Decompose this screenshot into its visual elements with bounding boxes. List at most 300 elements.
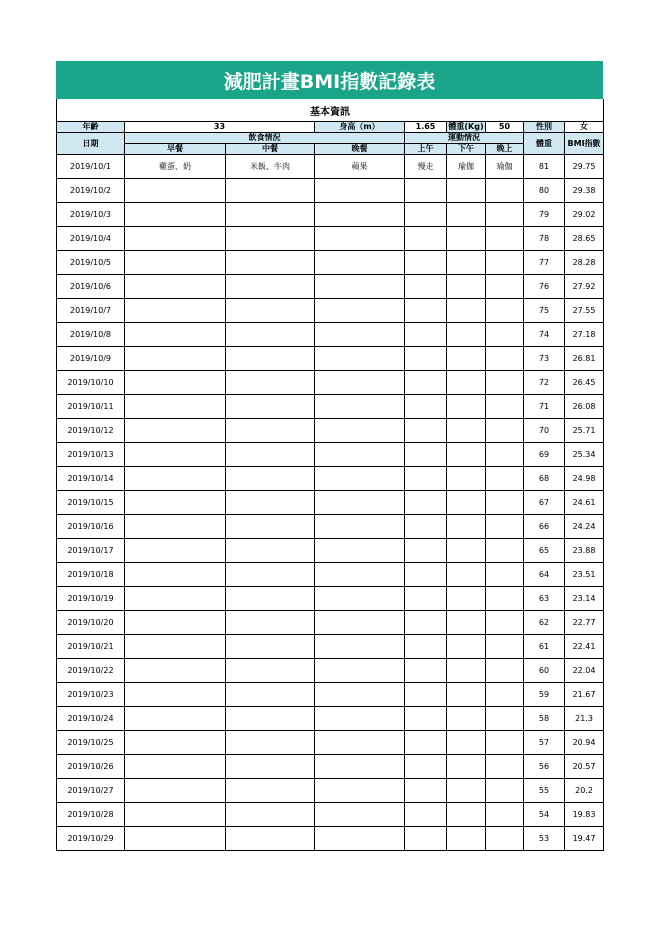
morning-cell[interactable] <box>405 371 447 395</box>
weight-cell[interactable]: 73 <box>524 347 565 371</box>
dinner-cell[interactable] <box>315 659 405 683</box>
breakfast-cell[interactable] <box>125 179 226 203</box>
sheet-title: 減肥計畫BMI指數記錄表 <box>56 61 603 99</box>
afternoon-cell[interactable] <box>447 275 486 299</box>
afternoon-cell[interactable] <box>447 203 486 227</box>
evening-header: 晚上 <box>486 144 524 155</box>
evening-cell[interactable] <box>486 179 524 203</box>
breakfast-cell[interactable] <box>125 395 226 419</box>
bmi-cell[interactable]: 27.18 <box>565 323 604 347</box>
bmi-cell[interactable]: 25.71 <box>565 419 604 443</box>
breakfast-cell[interactable] <box>125 755 226 779</box>
table-row <box>57 779 604 803</box>
bmi-cell[interactable]: 21.67 <box>565 683 604 707</box>
dinner-cell[interactable] <box>315 779 405 803</box>
date-cell[interactable]: 2019/10/15 <box>57 491 125 515</box>
weight-cell[interactable]: 70 <box>524 419 565 443</box>
morning-cell[interactable] <box>405 587 447 611</box>
afternoon-cell[interactable] <box>447 515 486 539</box>
bmi-cell[interactable]: 29.75 <box>565 155 604 179</box>
weight-cell[interactable]: 69 <box>524 443 565 467</box>
breakfast-cell[interactable] <box>125 275 226 299</box>
weight-cell[interactable]: 54 <box>524 803 565 827</box>
morning-header: 上午 <box>405 144 447 155</box>
morning-cell[interactable] <box>405 203 447 227</box>
afternoon-cell[interactable] <box>447 563 486 587</box>
bmi-cell[interactable]: 29.38 <box>565 179 604 203</box>
dinner-cell[interactable] <box>315 587 405 611</box>
afternoon-cell[interactable] <box>447 299 486 323</box>
dinner-cell[interactable] <box>315 731 405 755</box>
afternoon-cell[interactable] <box>447 179 486 203</box>
lunch-cell[interactable]: 米飯、牛肉 <box>226 155 315 179</box>
dinner-cell[interactable] <box>315 323 405 347</box>
date-cell[interactable]: 2019/10/12 <box>57 419 125 443</box>
date-cell[interactable]: 2019/10/16 <box>57 515 125 539</box>
weight-cell[interactable]: 76 <box>524 275 565 299</box>
dinner-cell[interactable] <box>315 299 405 323</box>
afternoon-cell[interactable] <box>447 635 486 659</box>
age-label: 年齡 <box>57 122 125 133</box>
weight-cell[interactable]: 68 <box>524 467 565 491</box>
bmi-cell[interactable]: 22.04 <box>565 659 604 683</box>
evening-cell[interactable] <box>486 443 524 467</box>
date-cell[interactable]: 2019/10/25 <box>57 731 125 755</box>
breakfast-cell[interactable] <box>125 731 226 755</box>
date-cell[interactable]: 2019/10/4 <box>57 227 125 251</box>
evening-cell[interactable] <box>486 779 524 803</box>
afternoon-cell[interactable] <box>447 611 486 635</box>
afternoon-cell[interactable] <box>447 539 486 563</box>
afternoon-cell[interactable] <box>447 467 486 491</box>
breakfast-cell[interactable] <box>125 491 226 515</box>
bmi-cell[interactable]: 23.51 <box>565 563 604 587</box>
breakfast-cell[interactable] <box>125 611 226 635</box>
breakfast-cell[interactable] <box>125 515 226 539</box>
bmi-cell[interactable]: 19.83 <box>565 803 604 827</box>
evening-cell[interactable] <box>486 563 524 587</box>
age-value[interactable]: 33 <box>125 122 315 133</box>
date-cell[interactable]: 2019/10/17 <box>57 539 125 563</box>
evening-cell[interactable] <box>486 299 524 323</box>
morning-cell[interactable]: 慢走 <box>405 155 447 179</box>
evening-cell[interactable] <box>486 347 524 371</box>
evening-cell[interactable] <box>486 275 524 299</box>
dinner-cell[interactable] <box>315 563 405 587</box>
date-cell[interactable]: 2019/10/24 <box>57 707 125 731</box>
evening-cell[interactable] <box>486 731 524 755</box>
bmi-cell[interactable]: 25.34 <box>565 443 604 467</box>
weight-cell[interactable]: 56 <box>524 755 565 779</box>
date-cell[interactable]: 2019/10/27 <box>57 779 125 803</box>
lunch-cell[interactable] <box>226 491 315 515</box>
evening-cell[interactable] <box>486 515 524 539</box>
morning-cell[interactable] <box>405 179 447 203</box>
lunch-cell[interactable] <box>226 395 315 419</box>
lunch-cell[interactable] <box>226 275 315 299</box>
lunch-cell[interactable] <box>226 203 315 227</box>
morning-cell[interactable] <box>405 467 447 491</box>
morning-cell[interactable] <box>405 779 447 803</box>
diet-header: 飲食情況 <box>125 133 405 144</box>
afternoon-cell[interactable] <box>447 587 486 611</box>
afternoon-cell[interactable] <box>447 683 486 707</box>
dinner-cell[interactable] <box>315 467 405 491</box>
breakfast-cell[interactable]: 雞蛋、奶 <box>125 155 226 179</box>
dinner-cell[interactable] <box>315 419 405 443</box>
breakfast-cell[interactable] <box>125 539 226 563</box>
breakfast-cell[interactable] <box>125 635 226 659</box>
evening-cell[interactable] <box>486 827 524 851</box>
afternoon-cell[interactable] <box>447 707 486 731</box>
morning-cell[interactable] <box>405 443 447 467</box>
afternoon-cell[interactable] <box>447 803 486 827</box>
breakfast-cell[interactable] <box>125 443 226 467</box>
evening-cell[interactable] <box>486 659 524 683</box>
bmi-cell[interactable]: 27.55 <box>565 299 604 323</box>
weight-cell[interactable]: 71 <box>524 395 565 419</box>
table-row <box>57 467 604 491</box>
table-row <box>57 611 604 635</box>
date-cell[interactable]: 2019/10/10 <box>57 371 125 395</box>
lunch-cell[interactable] <box>226 731 315 755</box>
date-cell[interactable]: 2019/10/9 <box>57 347 125 371</box>
weight-value[interactable]: 50 <box>486 122 524 133</box>
dinner-cell[interactable] <box>315 275 405 299</box>
breakfast-cell[interactable] <box>125 251 226 275</box>
evening-cell[interactable] <box>486 419 524 443</box>
date-cell[interactable]: 2019/10/14 <box>57 467 125 491</box>
bmi-cell[interactable]: 26.81 <box>565 347 604 371</box>
afternoon-cell[interactable] <box>447 827 486 851</box>
weight-cell[interactable]: 80 <box>524 179 565 203</box>
weight-cell[interactable]: 59 <box>524 683 565 707</box>
evening-cell[interactable] <box>486 539 524 563</box>
date-cell[interactable]: 2019/10/3 <box>57 203 125 227</box>
lunch-cell[interactable] <box>226 635 315 659</box>
breakfast-cell[interactable] <box>125 683 226 707</box>
dinner-cell[interactable] <box>315 635 405 659</box>
weight-cell[interactable]: 78 <box>524 227 565 251</box>
evening-cell[interactable] <box>486 467 524 491</box>
date-cell[interactable]: 2019/10/5 <box>57 251 125 275</box>
bmi-cell[interactable]: 21.3 <box>565 707 604 731</box>
exercise-header: 運動情況 <box>405 133 524 144</box>
table-row <box>57 587 604 611</box>
bmi-cell[interactable]: 26.45 <box>565 371 604 395</box>
breakfast-cell[interactable] <box>125 371 226 395</box>
evening-cell[interactable] <box>486 803 524 827</box>
dinner-cell[interactable] <box>315 395 405 419</box>
evening-cell[interactable] <box>486 203 524 227</box>
date-cell[interactable]: 2019/10/2 <box>57 179 125 203</box>
dinner-cell[interactable] <box>315 539 405 563</box>
morning-cell[interactable] <box>405 755 447 779</box>
afternoon-cell[interactable] <box>447 371 486 395</box>
breakfast-cell[interactable] <box>125 467 226 491</box>
weight-cell[interactable]: 77 <box>524 251 565 275</box>
bmi-cell[interactable]: 24.98 <box>565 467 604 491</box>
morning-cell[interactable] <box>405 323 447 347</box>
date-cell[interactable]: 2019/10/26 <box>57 755 125 779</box>
gender-label: 性別 <box>524 122 565 133</box>
dinner-cell[interactable] <box>315 227 405 251</box>
afternoon-cell[interactable] <box>447 323 486 347</box>
morning-cell[interactable] <box>405 347 447 371</box>
weight-header: 體重 <box>524 133 565 155</box>
lunch-cell[interactable] <box>226 707 315 731</box>
date-cell[interactable]: 2019/10/11 <box>57 395 125 419</box>
breakfast-cell[interactable] <box>125 707 226 731</box>
bmi-cell[interactable]: 29.02 <box>565 203 604 227</box>
morning-cell[interactable] <box>405 683 447 707</box>
weight-cell[interactable]: 72 <box>524 371 565 395</box>
breakfast-cell[interactable] <box>125 803 226 827</box>
evening-cell[interactable] <box>486 635 524 659</box>
morning-cell[interactable] <box>405 635 447 659</box>
weight-cell[interactable]: 60 <box>524 659 565 683</box>
weight-cell[interactable]: 74 <box>524 323 565 347</box>
table-row <box>57 539 604 563</box>
table-row <box>57 299 604 323</box>
lunch-cell[interactable] <box>226 587 315 611</box>
table-row <box>57 683 604 707</box>
breakfast-cell[interactable] <box>125 299 226 323</box>
weight-cell[interactable]: 66 <box>524 515 565 539</box>
lunch-cell[interactable] <box>226 779 315 803</box>
dinner-cell[interactable] <box>315 515 405 539</box>
bmi-cell[interactable]: 23.14 <box>565 587 604 611</box>
weight-cell[interactable]: 64 <box>524 563 565 587</box>
afternoon-cell[interactable] <box>447 755 486 779</box>
lunch-cell[interactable] <box>226 539 315 563</box>
table-row <box>57 563 604 587</box>
evening-cell[interactable] <box>486 611 524 635</box>
date-cell[interactable]: 2019/10/21 <box>57 635 125 659</box>
dinner-cell[interactable] <box>315 827 405 851</box>
afternoon-cell[interactable] <box>447 251 486 275</box>
lunch-cell[interactable] <box>226 563 315 587</box>
date-cell[interactable]: 2019/10/6 <box>57 275 125 299</box>
table-row <box>57 707 604 731</box>
afternoon-cell[interactable] <box>447 659 486 683</box>
bmi-cell[interactable]: 19.47 <box>565 827 604 851</box>
date-cell[interactable]: 2019/10/28 <box>57 803 125 827</box>
lunch-cell[interactable] <box>226 323 315 347</box>
evening-cell[interactable] <box>486 491 524 515</box>
table-row <box>57 323 604 347</box>
morning-cell[interactable] <box>405 539 447 563</box>
morning-cell[interactable] <box>405 563 447 587</box>
dinner-header: 晚餐 <box>315 144 405 155</box>
bmi-cell[interactable]: 24.24 <box>565 515 604 539</box>
breakfast-cell[interactable] <box>125 323 226 347</box>
morning-cell[interactable] <box>405 707 447 731</box>
breakfast-cell[interactable] <box>125 587 226 611</box>
bmi-cell[interactable]: 20.94 <box>565 731 604 755</box>
dinner-cell[interactable] <box>315 755 405 779</box>
date-cell[interactable]: 2019/10/18 <box>57 563 125 587</box>
bmi-cell[interactable]: 22.77 <box>565 611 604 635</box>
breakfast-header: 早餐 <box>125 144 226 155</box>
date-header: 日期 <box>57 133 125 155</box>
weight-cell[interactable]: 75 <box>524 299 565 323</box>
bmi-cell[interactable]: 20.57 <box>565 755 604 779</box>
weight-cell[interactable]: 81 <box>524 155 565 179</box>
lunch-cell[interactable] <box>226 803 315 827</box>
table-row <box>57 755 604 779</box>
morning-cell[interactable] <box>405 299 447 323</box>
bmi-cell[interactable]: 27.92 <box>565 275 604 299</box>
bmi-cell[interactable]: 20.2 <box>565 779 604 803</box>
bmi-header: BMI指數 <box>565 133 604 155</box>
dinner-cell[interactable] <box>315 251 405 275</box>
lunch-cell[interactable] <box>226 179 315 203</box>
evening-cell[interactable]: 瑜伽 <box>486 155 524 179</box>
lunch-cell[interactable] <box>226 659 315 683</box>
weight-cell[interactable]: 65 <box>524 539 565 563</box>
dinner-cell[interactable] <box>315 683 405 707</box>
morning-cell[interactable] <box>405 491 447 515</box>
afternoon-cell[interactable] <box>447 395 486 419</box>
afternoon-cell[interactable] <box>447 227 486 251</box>
evening-cell[interactable] <box>486 371 524 395</box>
bmi-cell[interactable]: 24.61 <box>565 491 604 515</box>
weight-cell[interactable]: 55 <box>524 779 565 803</box>
lunch-cell[interactable] <box>226 827 315 851</box>
evening-cell[interactable] <box>486 227 524 251</box>
breakfast-cell[interactable] <box>125 659 226 683</box>
weight-cell[interactable]: 67 <box>524 491 565 515</box>
morning-cell[interactable] <box>405 515 447 539</box>
breakfast-cell[interactable] <box>125 419 226 443</box>
bmi-cell[interactable]: 28.28 <box>565 251 604 275</box>
date-cell[interactable]: 2019/10/1 <box>57 155 125 179</box>
breakfast-cell[interactable] <box>125 203 226 227</box>
dinner-cell[interactable] <box>315 707 405 731</box>
table-row <box>57 227 604 251</box>
bmi-cell[interactable]: 23.88 <box>565 539 604 563</box>
dinner-cell[interactable] <box>315 491 405 515</box>
dinner-cell[interactable]: 蘋果 <box>315 155 405 179</box>
breakfast-cell[interactable] <box>125 827 226 851</box>
date-cell[interactable]: 2019/10/20 <box>57 611 125 635</box>
date-cell[interactable]: 2019/10/29 <box>57 827 125 851</box>
dinner-cell[interactable] <box>315 179 405 203</box>
dinner-cell[interactable] <box>315 803 405 827</box>
lunch-header: 中餐 <box>226 144 315 155</box>
morning-cell[interactable] <box>405 419 447 443</box>
height-label: 身高（m） <box>315 122 405 133</box>
morning-cell[interactable] <box>405 251 447 275</box>
table-row <box>57 371 604 395</box>
weight-cell[interactable]: 57 <box>524 731 565 755</box>
gender-value[interactable]: 女 <box>565 122 604 133</box>
table-row <box>57 203 604 227</box>
weight-cell[interactable]: 61 <box>524 635 565 659</box>
afternoon-header: 下午 <box>447 144 486 155</box>
dinner-cell[interactable] <box>315 203 405 227</box>
dinner-cell[interactable] <box>315 371 405 395</box>
dinner-cell[interactable] <box>315 611 405 635</box>
bmi-cell[interactable]: 26.08 <box>565 395 604 419</box>
date-cell[interactable]: 2019/10/13 <box>57 443 125 467</box>
bmi-cell[interactable]: 28.65 <box>565 227 604 251</box>
weight-cell[interactable]: 79 <box>524 203 565 227</box>
date-cell[interactable]: 2019/10/22 <box>57 659 125 683</box>
lunch-cell[interactable] <box>226 467 315 491</box>
evening-cell[interactable] <box>486 251 524 275</box>
table-row <box>57 419 604 443</box>
table-row <box>57 395 604 419</box>
lunch-cell[interactable] <box>226 227 315 251</box>
date-cell[interactable]: 2019/10/7 <box>57 299 125 323</box>
lunch-cell[interactable] <box>226 515 315 539</box>
afternoon-cell[interactable] <box>447 347 486 371</box>
evening-cell[interactable] <box>486 395 524 419</box>
weight-cell[interactable]: 53 <box>524 827 565 851</box>
evening-cell[interactable] <box>486 755 524 779</box>
lunch-cell[interactable] <box>226 347 315 371</box>
lunch-cell[interactable] <box>226 371 315 395</box>
section-title: 基本資訊 <box>57 99 604 122</box>
weight-cell[interactable]: 58 <box>524 707 565 731</box>
table-row <box>57 803 604 827</box>
evening-cell[interactable] <box>486 587 524 611</box>
date-cell[interactable]: 2019/10/8 <box>57 323 125 347</box>
breakfast-cell[interactable] <box>125 779 226 803</box>
morning-cell[interactable] <box>405 227 447 251</box>
morning-cell[interactable] <box>405 659 447 683</box>
lunch-cell[interactable] <box>226 611 315 635</box>
afternoon-cell[interactable] <box>447 419 486 443</box>
weight-cell[interactable]: 62 <box>524 611 565 635</box>
date-cell[interactable]: 2019/10/23 <box>57 683 125 707</box>
morning-cell[interactable] <box>405 803 447 827</box>
lunch-cell[interactable] <box>226 683 315 707</box>
afternoon-cell[interactable] <box>447 731 486 755</box>
lunch-cell[interactable] <box>226 251 315 275</box>
morning-cell[interactable] <box>405 731 447 755</box>
date-cell[interactable]: 2019/10/19 <box>57 587 125 611</box>
height-value[interactable]: 1.65 <box>405 122 447 133</box>
afternoon-cell[interactable] <box>447 491 486 515</box>
evening-cell[interactable] <box>486 683 524 707</box>
lunch-cell[interactable] <box>226 755 315 779</box>
breakfast-cell[interactable] <box>125 563 226 587</box>
bmi-record-sheet <box>56 61 603 851</box>
morning-cell[interactable] <box>405 611 447 635</box>
evening-cell[interactable] <box>486 707 524 731</box>
afternoon-cell[interactable]: 瑜伽 <box>447 155 486 179</box>
morning-cell[interactable] <box>405 827 447 851</box>
evening-cell[interactable] <box>486 323 524 347</box>
afternoon-cell[interactable] <box>447 443 486 467</box>
morning-cell[interactable] <box>405 395 447 419</box>
table-row <box>57 659 604 683</box>
morning-cell[interactable] <box>405 275 447 299</box>
weight-cell[interactable]: 63 <box>524 587 565 611</box>
lunch-cell[interactable] <box>226 299 315 323</box>
dinner-cell[interactable] <box>315 443 405 467</box>
lunch-cell[interactable] <box>226 419 315 443</box>
bmi-cell[interactable]: 22.41 <box>565 635 604 659</box>
breakfast-cell[interactable] <box>125 227 226 251</box>
afternoon-cell[interactable] <box>447 779 486 803</box>
breakfast-cell[interactable] <box>125 347 226 371</box>
dinner-cell[interactable] <box>315 347 405 371</box>
lunch-cell[interactable] <box>226 443 315 467</box>
